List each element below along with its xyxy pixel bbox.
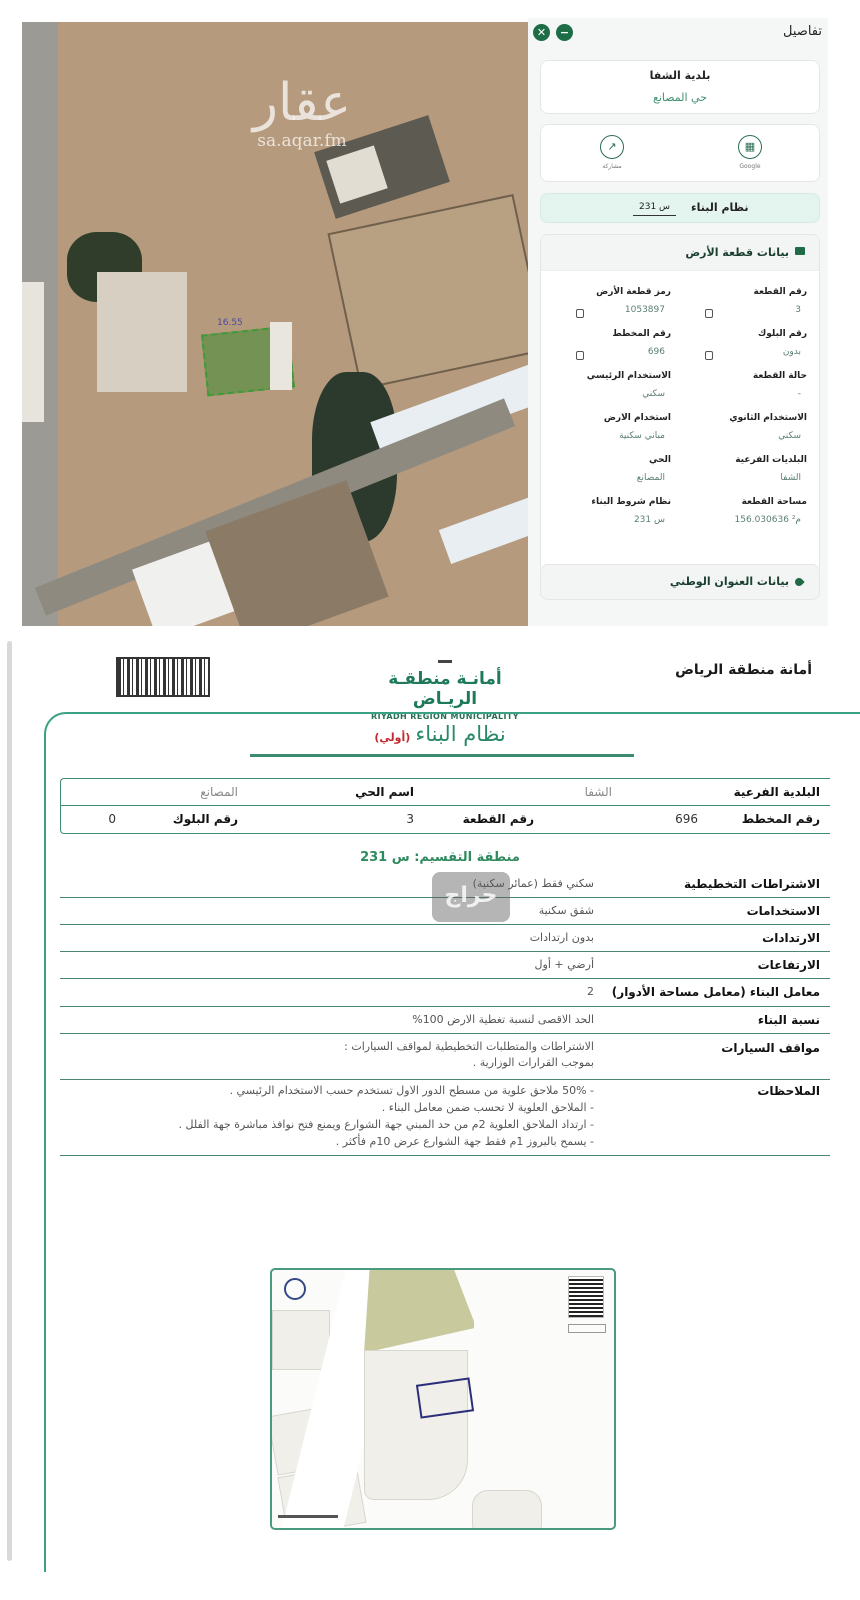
logo-mark <box>438 660 452 663</box>
note-line: - يسمح بالبروز 1م فقط جهة الشوارع عرض 10م فأكثر . <box>335 1135 594 1148</box>
land-data-header[interactable] <box>541 235 819 271</box>
regulation-label: مواقف السيارات <box>721 1041 820 1055</box>
field-label: استخدام الارض <box>603 413 671 423</box>
logo-text-en: RIYADH REGION MUNICIPALITY <box>371 712 519 721</box>
field-plot-area <box>687 497 807 525</box>
zoning-area: منطقة التقسيم: س 231 <box>360 850 520 865</box>
field-plot-status <box>687 371 807 399</box>
qr-code <box>568 1276 604 1318</box>
google-label: Google <box>739 163 761 170</box>
field-label: رقم المخطط <box>612 329 671 339</box>
field-value: 3 <box>795 305 801 315</box>
field-value: 156.030636 م² <box>734 515 801 525</box>
regulation-value: 2 <box>587 985 594 998</box>
field-main-use <box>551 371 671 399</box>
share-label: مشاركة <box>602 163 622 170</box>
empty-lot <box>327 194 528 390</box>
district-name: حي المصانع <box>652 91 708 104</box>
field-label: رقم البلوك <box>758 329 807 339</box>
field-value: سكني <box>642 389 665 399</box>
map-lot <box>472 1490 542 1530</box>
regulation-row <box>60 1007 830 1034</box>
panel-title: تفاصيل <box>783 24 822 39</box>
field-secondary-use <box>687 413 807 441</box>
watermark-text: عقار <box>252 73 352 133</box>
haraj-watermark: حراج <box>432 872 510 922</box>
document-title <box>250 722 630 757</box>
land-data-card <box>540 234 820 574</box>
regulation-row <box>60 952 830 979</box>
share-icon: ↗ <box>600 135 624 159</box>
minimize-button[interactable] <box>556 24 573 41</box>
copy-icon[interactable] <box>705 351 713 360</box>
field-label: رمز قطعة الأرض <box>596 287 671 297</box>
plan-value: 696 <box>675 812 698 826</box>
regulation-value: شقق سكنية <box>538 904 594 917</box>
building <box>97 272 187 392</box>
regulation-row <box>60 925 830 952</box>
field-building-conditions <box>551 497 671 525</box>
sub-municipality-label: البلدية الفرعية <box>733 785 820 799</box>
field-value: 1053897 <box>624 305 665 315</box>
vehicle <box>270 322 292 390</box>
copy-icon[interactable] <box>576 351 584 360</box>
google-button[interactable] <box>730 135 770 170</box>
plot-map[interactable] <box>270 1268 616 1530</box>
field-value: س 231 <box>633 515 665 525</box>
plot-info-table <box>60 778 830 834</box>
block-value: 0 <box>108 812 116 826</box>
building-system-value[interactable]: س 231 <box>633 202 676 216</box>
district-value: المصانع <box>200 785 238 799</box>
document-authority: أمانة منطقة الرياض <box>675 662 812 678</box>
building <box>22 282 44 422</box>
details-panel <box>528 18 828 626</box>
national-address-card[interactable] <box>540 564 820 600</box>
regulation-row <box>60 1080 830 1156</box>
block-label: رقم البلوك <box>172 812 238 826</box>
note-line: - ارتداد الملاحق العلوية 2م من حد المبني جهة الشوارع ويمنع فتح نوافذ مباشرة جهة الفلل . <box>178 1118 594 1131</box>
actions-card <box>540 124 820 182</box>
regulation-value: الحد الاقصى لنسبة تغطية الارض 100% <box>412 1013 594 1026</box>
regulation-value: بموجب القرارات الوزارية . <box>472 1056 594 1069</box>
location-tag-icon <box>793 576 804 587</box>
field-value: بدون <box>782 347 801 357</box>
field-value: - <box>797 389 801 399</box>
close-button[interactable] <box>533 24 550 41</box>
field-label: رقم القطعة <box>753 287 807 297</box>
regulation-value: الاشتراطات والمتطلبات التخطيطية لمواقف السيارات : <box>344 1040 594 1053</box>
panel-header <box>528 18 828 48</box>
regulation-label: الاشتراطات التخطيطية <box>684 877 820 891</box>
field-district <box>551 455 671 483</box>
note-line: - الملاحق العلوية لا تحسب ضمن معامل البناء . <box>381 1101 594 1114</box>
building-roof <box>439 496 528 564</box>
building-system-bar <box>540 193 820 223</box>
field-sub-municipality <box>687 455 807 483</box>
regulation-value: أرضي + أول <box>534 958 594 971</box>
map-id-label <box>568 1324 606 1333</box>
field-value: الشفا <box>780 473 801 483</box>
national-address-title: بيانات العنوان الوطني <box>669 575 789 588</box>
field-label: الحي <box>648 455 671 465</box>
field-land-code <box>551 287 671 315</box>
field-value: مباني سكنية <box>619 431 665 441</box>
note-line: - 50% ملاحق علوية من مسطح الدور الاول تستخدم حسب الاستخدام الرئيسي . <box>229 1084 594 1097</box>
field-value: 696 <box>647 347 665 357</box>
qr-code <box>116 657 210 697</box>
satellite-map[interactable] <box>22 22 528 626</box>
dimension-label: 16.55 <box>217 318 243 328</box>
map-block <box>364 1350 468 1500</box>
info-row <box>61 779 830 806</box>
title-subtitle: (أولي) <box>374 731 411 744</box>
field-label: الاستخدام الثانوي <box>729 413 807 423</box>
share-button[interactable] <box>592 135 632 170</box>
regulation-label: الاستخدامات <box>746 904 820 918</box>
scale-bar <box>278 1515 338 1518</box>
land-data-title: بيانات قطعة الأرض <box>685 246 789 259</box>
field-label: الاستخدام الرئيسي <box>586 371 671 381</box>
map-lot <box>272 1310 330 1370</box>
building-system-label: نظام البناء <box>691 201 749 214</box>
aqar-watermark <box>222 73 382 151</box>
map-icon <box>795 247 805 255</box>
title-text: نظام البناء <box>415 722 506 746</box>
field-value: سكني <box>778 431 801 441</box>
field-value: المصانع <box>636 473 665 483</box>
regulation-row <box>60 979 830 1007</box>
compass-icon <box>284 1278 306 1300</box>
field-label: البلديات الفرعية <box>735 455 807 465</box>
plot-value: 3 <box>406 812 414 826</box>
location-card <box>540 60 820 114</box>
field-plan-number <box>551 329 671 357</box>
regulation-label: معامل البناء (معامل مساحة الأدوار) <box>611 985 820 999</box>
regulation-value: سكني فقط (عمائر سكنية) <box>472 877 594 890</box>
map-icon: ▦ <box>738 135 762 159</box>
regulation-value: بدون ارتدادات <box>529 931 594 944</box>
regulation-label: الارتفاعات <box>757 958 820 972</box>
municipality-name: بلدية الشفا <box>649 69 711 82</box>
field-land-use <box>551 413 671 441</box>
plan-label: رقم المخطط <box>741 812 820 826</box>
regulation-label: الملاحظات <box>757 1084 820 1098</box>
logo-text-ar: أمانـة منطقـة الريـاض <box>388 669 502 709</box>
scrollbar[interactable] <box>7 641 12 1561</box>
field-label: نظام شروط البناء <box>591 497 671 507</box>
minimize-icon: − <box>559 26 570 39</box>
title-underline <box>250 754 634 757</box>
field-label: مساحة القطعة <box>741 497 807 507</box>
watermark-url: sa.aqar.fm <box>257 131 347 151</box>
regulation-label: نسبة البناء <box>757 1013 820 1027</box>
regulation-label: الارتدادات <box>762 931 820 945</box>
close-icon: ✕ <box>536 26 547 39</box>
regulation-row <box>60 1034 830 1080</box>
sub-municipality-value: الشفا <box>584 785 612 799</box>
district-label: اسم الحي <box>355 785 414 799</box>
copy-icon[interactable] <box>705 309 713 318</box>
copy-icon[interactable] <box>576 309 584 318</box>
map-park <box>364 1270 474 1353</box>
plot-label: رقم القطعة <box>462 812 534 826</box>
field-label: حالة القطعة <box>752 371 807 381</box>
